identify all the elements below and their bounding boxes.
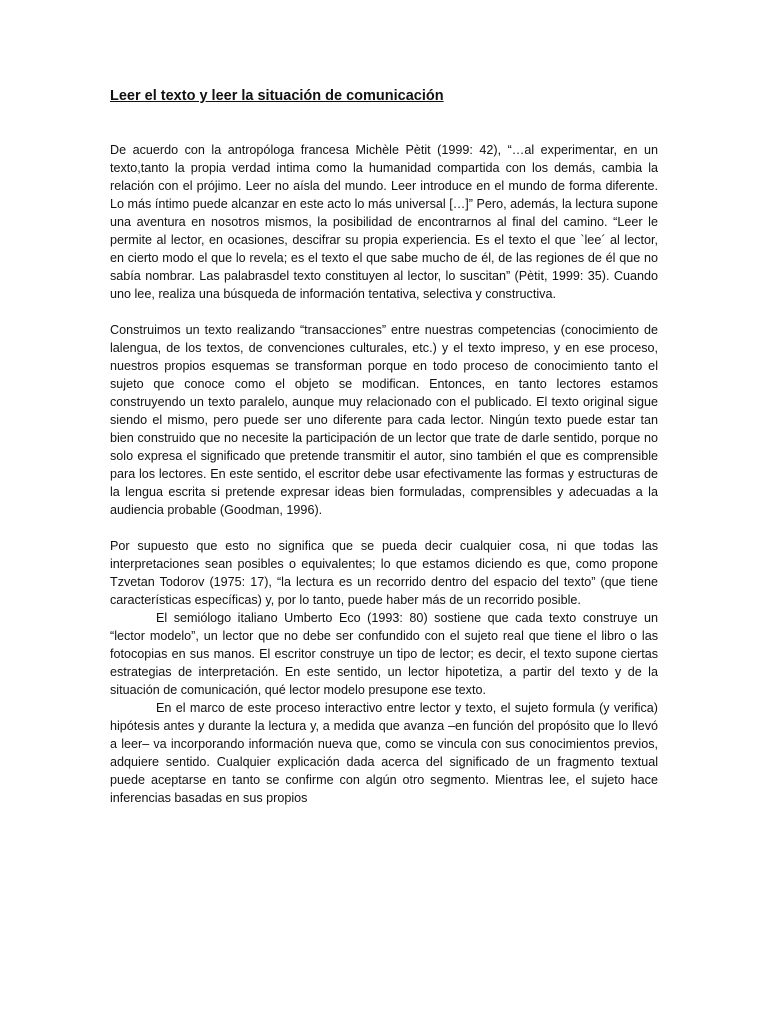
document-title: Leer el texto y leer la situación de comunicación: [110, 88, 444, 104]
paragraph-4: El semiólogo italiano Umberto Eco (1993: 80) sostiene que cada texto construye un “lector modelo”, un lector que no debe ser confundido con el sujeto real que tiene el libro o las fotocopias en sus manos. El escritor construye un tipo de lector; es decir, el texto supone ciertas estrategias de interpretación. En este sentido, un lector hipotetiza, a partir del texto y de la situación de comunicación, qué lector modelo presupone ese texto.: [110, 611, 658, 697]
paragraph-3: Por supuesto que esto no significa que se pueda decir cualquier cosa, ni que todas las interpretaciones sean posibles o equivalentes; lo que estamos diciendo es que, como propone Tzvetan Todorov (1975: 17), “la lectura es un recorrido dentro del espacio del texto” (que tiene características específicas) y, por lo tanto, puede haber más de un recorrido posible.: [110, 539, 658, 607]
paragraph-2: Construimos un texto realizando “transacciones” entre nuestras competencias (conocimiento de lalengua, de los textos, de convenciones culturales, etc.) y el texto impreso, y en ese proceso, nuestros propios esquemas se transforman porque en todo proceso de conocimiento tanto el sujeto que conoce como el objeto se modifican. Entonces, en tanto lectores estamos construyendo un texto paralelo, aunque muy relacionado con el publicado. El texto original sigue siendo el mismo, pero puede ser uno diferente para cada lector. Ningún texto puede estar tan bien construido que no necesite la participación de un lector que trate de darle sentido, porque no solo expresa el significado que pretende transmitir el autor, sino también el que es comprensible para los lectores. En este sentido, el escritor debe usar efectivamente las formas y estructuras de la lengua escrita si pretende expresar ideas bien formuladas, comprensibles y adecuadas a la audiencia probable (Goodman, 1996).: [110, 323, 658, 517]
paragraph-5: En el marco de este proceso interactivo entre lector y texto, el sujeto formula (y verifica) hipótesis antes y durante la lectura y, a medida que avanza –en función del propósito que lo llevó a leer– va incorporando información nueva que, como se vincula con sus conocimientos previos, adquiere sentido. Cualquier explicación dada acerca del significado de un fragmento textual puede aceptarse en tanto se confirme con algún otro segmento. Mientras lee, el sujeto hace inferencias basadas en sus propios: [110, 701, 658, 805]
paragraph-1: De acuerdo con la antropóloga francesa Michèle Pètit (1999: 42), “…al experimentar, en un texto,tanto la propia verdad intima como la humanidad compartida con los demás, cambia la relación con el prójimo. Leer no aísla del mundo. Leer introduce en el mundo de forma diferente. Lo más íntimo puede alcanzar en este acto lo más universal […]” Pero, además, la lectura supone una aventura en nosotros mismos, la posibilidad de encontrarnos al final del camino. “Leer le permite al lector, en ocasiones, descifrar su propia experiencia. Es el texto el que `lee´ al lector, en cierto modo el que lo revela; es el texto el que sabe mucho de él, de las regiones de él que no sabía nombrar. Las palabrasdel texto constituyen al lector, lo suscitan” (Pètit, 1999: 35). Cuando uno lee, realiza una búsqueda de información tentativa, selectiva y constructiva.: [110, 143, 658, 301]
document-page: [110, 86, 658, 807]
